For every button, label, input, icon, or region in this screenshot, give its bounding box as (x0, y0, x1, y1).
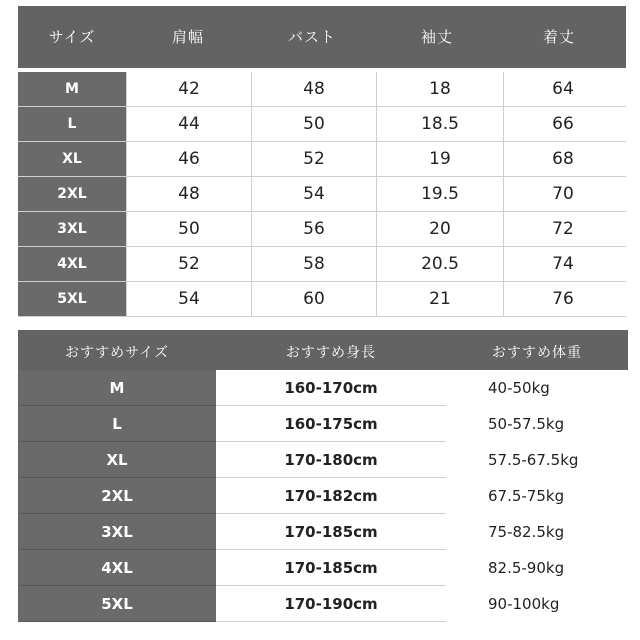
bust-cell: 50 (251, 107, 376, 141)
height-cell: 160-175cm (216, 406, 446, 442)
weight-cell: 50-57.5kg (488, 415, 565, 433)
size-label: 5XL (18, 586, 216, 622)
bust-cell: 58 (251, 247, 376, 281)
size-label: 2XL (18, 478, 216, 514)
header-shoulder: 肩幅 (171, 28, 204, 46)
length-cell: 72 (503, 212, 622, 246)
sleeve-cell: 20 (376, 212, 503, 246)
header-bust: バスト (287, 28, 336, 46)
weight-cell: 57.5-67.5kg (488, 451, 579, 469)
table-row (18, 550, 628, 586)
recommended-size-table (18, 330, 628, 622)
table-row (18, 212, 626, 247)
table-row (18, 514, 628, 550)
size-label: L (18, 406, 216, 442)
table-row (18, 72, 626, 107)
size-label: XL (18, 442, 216, 478)
size-label: M (18, 72, 126, 106)
bust-cell: 52 (251, 142, 376, 176)
height-cell: 170-190cm (216, 586, 446, 622)
weight-cell: 82.5-90kg (488, 559, 565, 577)
size-label: L (18, 107, 126, 141)
sleeve-cell: 19.5 (376, 177, 503, 211)
shoulder-cell: 48 (126, 177, 251, 211)
height-cell: 170-185cm (216, 550, 446, 586)
table-row (18, 247, 626, 282)
weight-cell: 75-82.5kg (488, 523, 565, 541)
length-cell: 70 (503, 177, 622, 211)
length-cell: 68 (503, 142, 622, 176)
size-label: 3XL (18, 212, 126, 246)
shoulder-cell: 50 (126, 212, 251, 246)
header-length: 着丈 (542, 28, 575, 46)
sleeve-cell: 18.5 (376, 107, 503, 141)
height-cell: 170-185cm (216, 514, 446, 550)
size-label: 2XL (18, 177, 126, 211)
weight-cell: 40-50kg (488, 379, 550, 397)
length-cell: 64 (503, 72, 622, 106)
table-row (18, 107, 626, 142)
length-cell: 74 (503, 247, 622, 281)
height-cell: 170-180cm (216, 442, 446, 478)
bust-cell: 54 (251, 177, 376, 211)
size-chart-header (18, 6, 626, 68)
shoulder-cell: 46 (126, 142, 251, 176)
table-row (18, 370, 628, 406)
size-label: 4XL (18, 247, 126, 281)
recommended-size-header (18, 330, 628, 370)
sleeve-cell: 19 (376, 142, 503, 176)
bust-cell: 60 (251, 282, 376, 316)
header-recommended-size: おすすめサイズ (64, 345, 170, 361)
header-recommended-weight: おすすめ体重 (491, 345, 583, 361)
table-row (18, 406, 628, 442)
sleeve-cell: 21 (376, 282, 503, 316)
table-row (18, 177, 626, 212)
table-row (18, 282, 626, 317)
header-recommended-height: おすすめ身長 (285, 345, 377, 361)
shoulder-cell: 52 (126, 247, 251, 281)
size-label: XL (18, 142, 126, 176)
sleeve-cell: 20.5 (376, 247, 503, 281)
size-label: M (18, 370, 216, 406)
table-row (18, 442, 628, 478)
length-cell: 76 (503, 282, 622, 316)
bust-cell: 48 (251, 72, 376, 106)
header-sleeve: 袖丈 (420, 28, 453, 46)
shoulder-cell: 54 (126, 282, 251, 316)
height-cell: 170-182cm (216, 478, 446, 514)
size-label: 5XL (18, 282, 126, 316)
height-cell: 160-170cm (216, 370, 446, 406)
shoulder-cell: 42 (126, 72, 251, 106)
table-row (18, 586, 628, 622)
bust-cell: 56 (251, 212, 376, 246)
length-cell: 66 (503, 107, 622, 141)
sleeve-cell: 18 (376, 72, 503, 106)
shoulder-cell: 44 (126, 107, 251, 141)
table-row (18, 478, 628, 514)
weight-cell: 90-100kg (488, 595, 560, 613)
size-label: 3XL (18, 514, 216, 550)
table-row (18, 142, 626, 177)
weight-cell: 67.5-75kg (488, 487, 565, 505)
size-chart-table (18, 6, 626, 317)
size-label: 4XL (18, 550, 216, 586)
header-size: サイズ (48, 28, 96, 46)
